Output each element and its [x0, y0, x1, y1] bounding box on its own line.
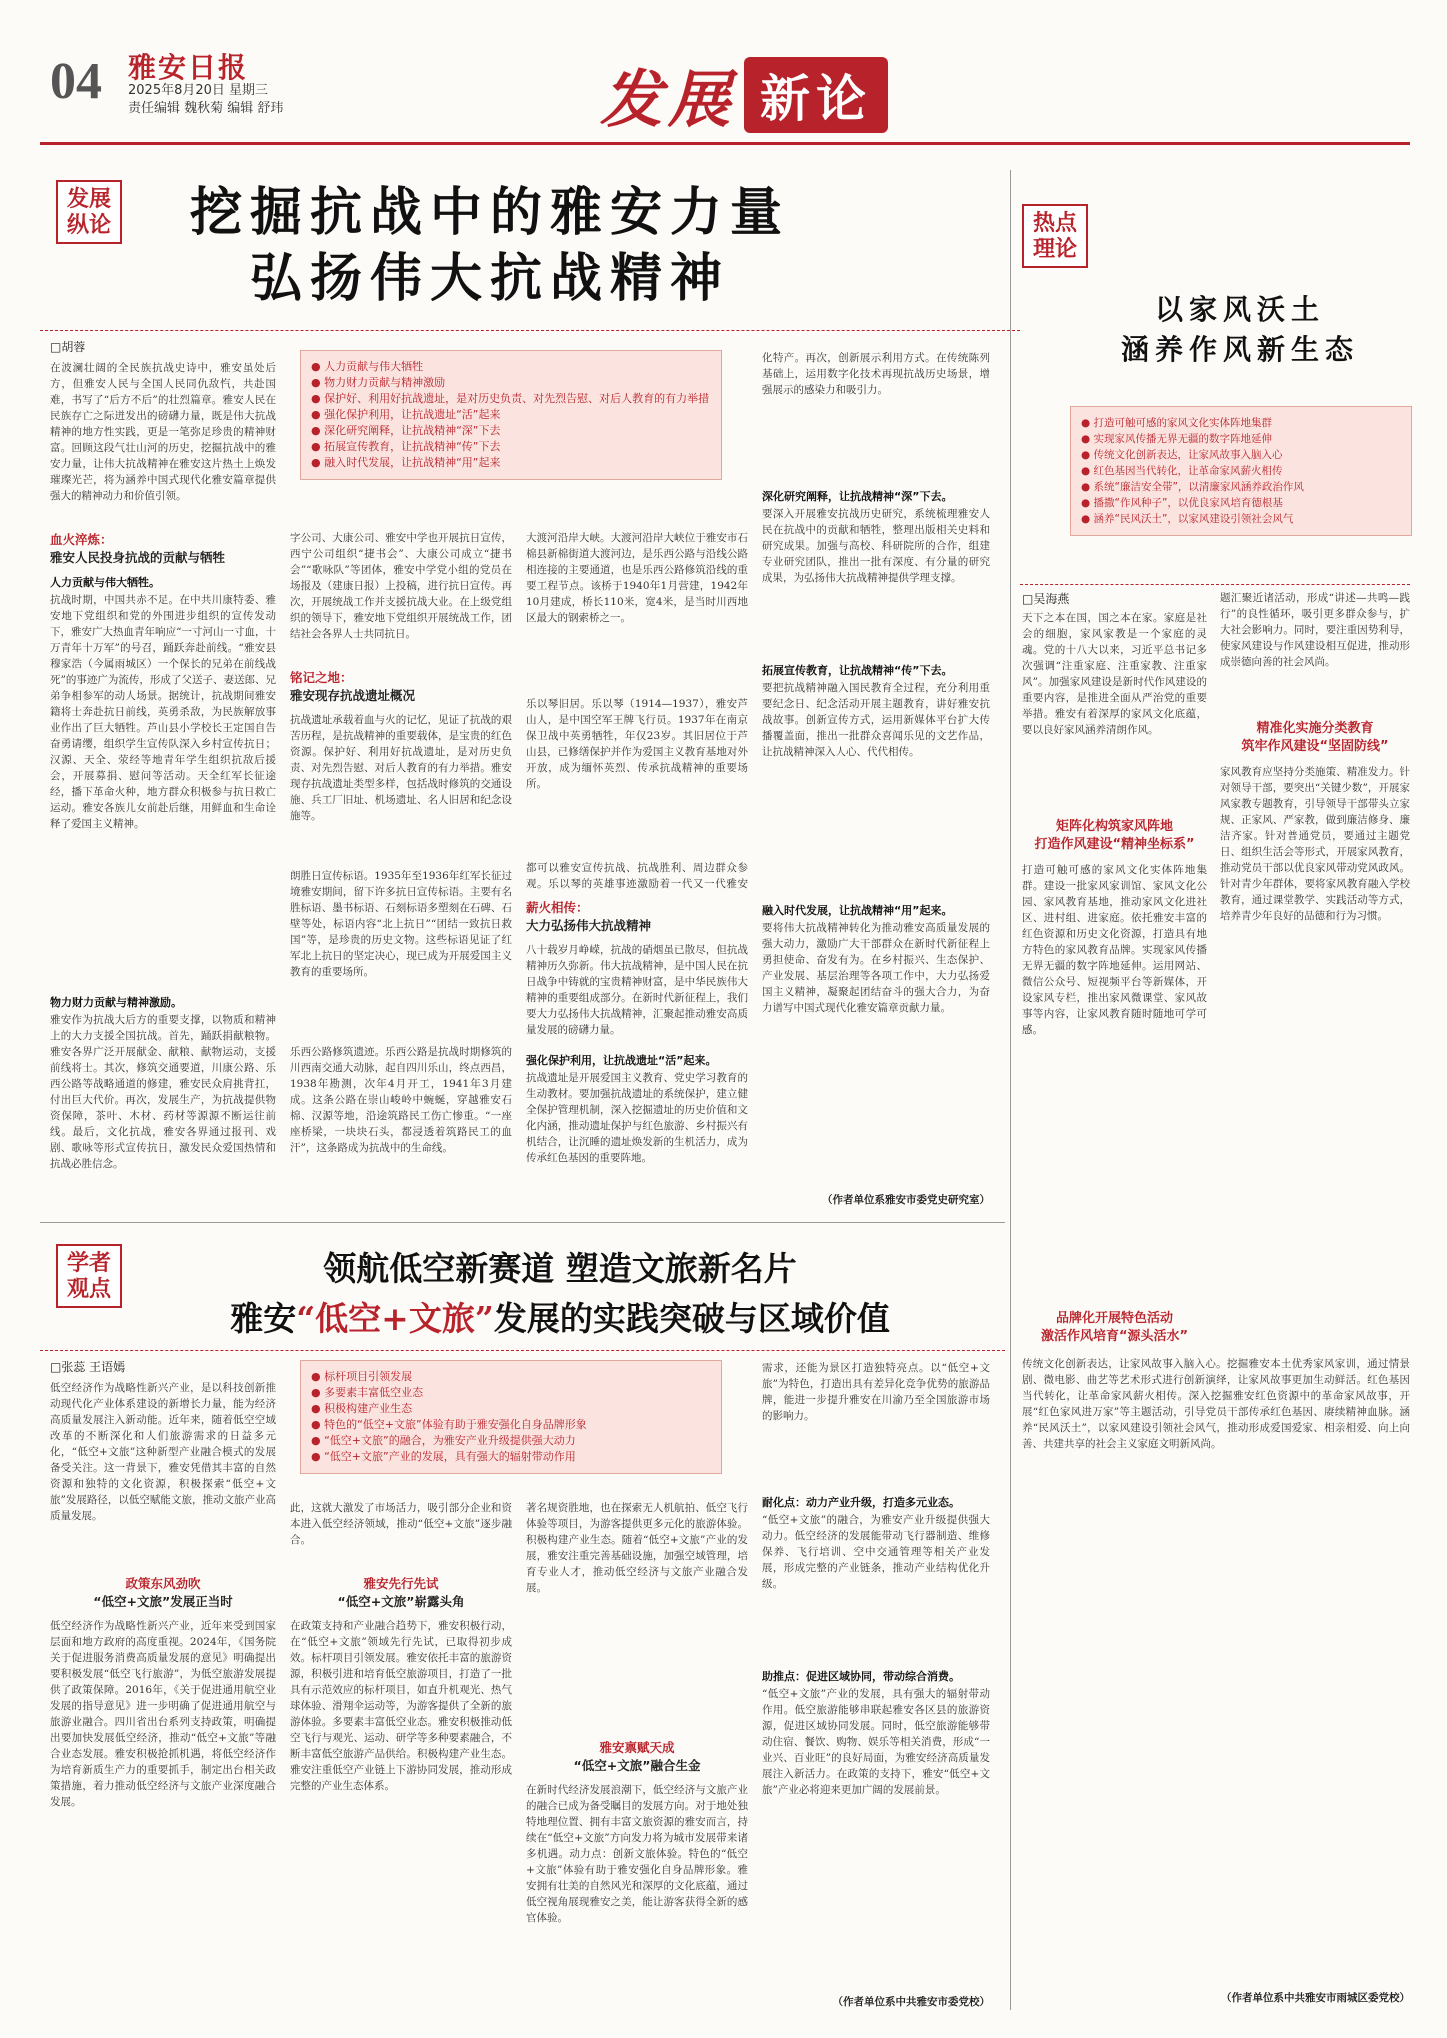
article1-col4a: 化特产。再次，创新展示利用方式。在传统陈列基础上，运用数字化技术再现抗战历史场景，增强展示的感染力和吸引力。	[762, 352, 990, 396]
key-point: ● “低空+文旅”产业的发展，具有强大的辐射带动作用	[311, 1449, 711, 1465]
key-point: ● 标杆项目引领发展	[311, 1369, 711, 1385]
key-point: ● 人力贡献与伟大牺牲	[311, 359, 711, 375]
article2-col1b: 打造可触可感的家风文化实体阵地集群。建设一批家风家训馆、家风文化公园、家风教育基地，推动家风文化进社区、进村组、进家庭。依托雅安丰富的红色资源和历史文化资源，打造具有地方特色的家风教育品牌。实现家风传播无界无疆的数字阵地延伸。运用网站、微信公众号、短视频平台等新媒体，开设家风专栏，推出家风微课堂、家风故事等内容，让家风教育随时随地可学可感。	[1022, 864, 1207, 1036]
article1-credit: （作者单位系雅安市委党史研究室）	[822, 1194, 990, 1206]
article1-col1: 抗战时期，中国共赤不足。在中共川康特委、雅安地下党组织和党的外围进步组织的宣传发动下，雅安广大热血青年响应“一寸河山一寸血，十万青年十万军”的号召，踊跃奔赴前线。“雅安县穆家浩（今属雨城区）一个保长的兄弟在前线战死”的事迹广为流传，形成了父送子、妻送郎、兄弟争相参军的动人场景。据统计，抗战期间雅安籍将士奔赴抗日前线，英勇杀敌，为民族解放事业作出了巨大牺牲。芦山县小学校长王定国自告奋勇请缨，组织学生宣传队深入乡村宣传抗日；汉源、天全、荥经等地青年学生组织抗敌后援会，开展募捐、慰问等活动。天全红军长征途经，播下革命火种，地方群众积极参与抗日救亡运动。雅安各族儿女前赴后继，用鲜血和生命诠释了爱国主义精神。	[50, 594, 276, 830]
article2-col2c: 传统文化创新表达，让家风故事入脑入心。挖掘雅安本土优秀家风家训，通过情景剧、微电影、曲艺等艺术形式进行创新演绎，让家风故事更加生动鲜活。红色基因当代转化，让革命家风薪火相传。深入挖掘雅安红色资源中的革命家风故事，开展“红色家风进万家”等主题活动，引导党员干部传承红色基因、赓续精神血脉。涵养“民风沃土”，以家风建设引领社会风气，推动形成爱国爱家、相亲相爱、向上向善、共建共享的社会主义家庭文明新风尚。	[1022, 1358, 1410, 1450]
issue-date: 2025年8月20日 星期三	[128, 83, 269, 98]
article1-headline	[150, 180, 830, 312]
article1-lead-1: 人力贡献与伟大牺牲。	[50, 576, 160, 589]
key-point: ● 打造可触可感的家风文化实体阵地集群	[1081, 415, 1401, 431]
article1-col4b: 要深入开展雅安抗战历史研究，系统梳理雅安人民在抗战中的贡献和牺牲，整理出版相关史料和研究成果。加强与高校、科研院所的合作，组建专业研究团队，推出一批有深度、有分量的研究成果，为弘扬伟大抗战精神提供学理支撑。	[762, 508, 990, 584]
key-point: ● 系统“廉洁安全带”，以清廉家风涵养政治作风	[1081, 479, 1401, 495]
article1-headline-line2: 弘扬伟大抗战精神	[249, 248, 730, 309]
article1-col2c: 朗胜日宣传标语。1935年至1936年红军长征过境雅安期间，留下许多抗日宣传标语。主要有名胜标语、墨书标语、石刻标语多塑刻在石碑、石壁等处，标语内容“北上抗日”“团结一致抗日救国”等，是珍贵的历史文物。这些标语见证了红军北上抗日的坚定决心，现已成为开展爱国主义教育的重要场所。	[290, 870, 512, 978]
key-point: ● 深化研究阐释，让抗战精神“深”下去	[311, 423, 711, 439]
article1-subhead-1: 血火淬炼： 雅安人民投身抗战的贡献与牺牲	[50, 532, 226, 565]
key-point: ● 拓展宣传教育，让抗战精神“传”下去	[311, 439, 711, 455]
article2-divider	[1020, 584, 1410, 585]
article2-subhead-3: 品牌化开展特色活动 激活作风培育“源头活水”	[1040, 1311, 1189, 1344]
masthead-meta	[128, 82, 283, 118]
article2-col2b: 家风教育应坚持分类施策、精准发力。针对领导干部，要突出“关键少数”，开展家风家教专题教育，引导领导干部带头立家规、正家风、严家教，做到廉洁修身、廉洁齐家。针对普通党员，要通过主题党日、组织生活会等形式，开展家风教育，推动党员干部以优良家风带动党风政风。针对青少年群体，要将家风教育融入学校教育，通过课堂教学、实践活动等方式，培养青少年良好的品德和行为习惯。	[1220, 766, 1410, 922]
key-point: ● 强化保护利用，让抗战遗址“活”起来	[311, 407, 711, 423]
article2-col2a: 题汇聚近诸活动，形成“讲述—共鸣—践行”的良性循环，吸引更多群众参与，扩大社会影响力。同时，要注重因势利导，使家风建设与作风建设相互促进，推动形成崇德向善的社会风尚。	[1220, 592, 1410, 668]
article1-col3a: 大渡河沿岸大峡。大渡河沿岸大峡位于雅安市石棉县新棉街道大渡河边，是乐西公路与沿线公路相连接的主要通道，也是乐西公路修筑沿线的重要工程节点。该桥于1940年1月营建，1942年10月建成，桥长110米，宽4米，是当时川西地区最大的钢索桥之一。	[526, 532, 748, 624]
article3-byline: □张蕊 王语嫣	[50, 1360, 126, 1374]
article3-lead-1: 耐化点：动力产业升级，打造多元业态。	[762, 1496, 960, 1509]
article2-tag: 热点理论	[1022, 204, 1088, 268]
article3-col4a: 需求，还能为景区打造独特亮点。以“低空+文旅”为特色，打造出具有差异化竞争优势的旅游品牌，能进一步提升雅安在川渝乃至全国旅游市场的影响力。	[762, 1362, 990, 1422]
key-point: ● 多要素丰富低空业态	[311, 1385, 711, 1401]
article1-lead-3: 强化保护利用，让抗战遗址“活”起来。	[526, 1054, 717, 1067]
article3-credit: （作者单位系中共雅安市委党校）	[832, 1996, 990, 2008]
article3-divider	[40, 1350, 1005, 1351]
article3-tag: 学者观点	[56, 1244, 122, 1308]
article1-intro: 在波澜壮阔的全民族抗战史诗中，雅安虽处后方，但雅安人民与全国人民同仇敌忾，共赴国难，书写了“后方不后”的壮烈篇章。雅安人民在民族存亡之际迸发出的磅礴力量，既是伟大抗战精神的地方性实践，更是一笔弥足珍贵的精神财富。回顾这段气壮山河的历史，挖掘抗战中的雅安力量，让伟大抗战精神在雅安这片热土上焕发璀璨光芒，将为涵养中国式现代化雅安篇章提供强大的精神动力和价值引领。	[50, 362, 276, 502]
key-point: ● 积极构建产业生态	[311, 1401, 711, 1417]
article2-subhead-1: 矩阵化构筑家风阵地 打造作风建设“精神坐标系”	[1034, 819, 1195, 852]
article3-col4b: “低空+文旅”的融合，为雅安产业升级提供强大动力。低空经济的发展能带动飞行器制造、维修保养、飞行培训、空中交通管理等相关产业发展，形成完整的产业链条，推动产业结构优化升级。	[762, 1514, 990, 1590]
paper-name: 雅安日报	[128, 51, 249, 84]
article1-headline-line1: 挖掘抗战中的雅安力量	[189, 182, 790, 243]
article3-col1: 低空经济作为战略性新兴产业，近年来受到国家层面和地方政府的高度重视。2024年，《国务院关于促进服务消费高质量发展的意见》明确提出要积极发展“低空飞行旅游”，为低空旅游发展提供了政策保障。2016年，《关于促进通用航空业发展的指导意见》进一步明确了促进通用航空与旅游业融合。四川省出台系列支持政策，明确提出要加快发展低空经济，推动“低空+文旅”等融合业态发展。雅安积极抢抓机遇，将低空经济作为培育新质生产力的重要抓手，制定出台相关政策措施，着力推动低空经济与文旅产业深度融合发展。	[50, 1620, 276, 1808]
key-point: ● 融入时代发展，让抗战精神“用”起来	[311, 455, 711, 471]
article1-col1b: 雅安作为抗战大后方的重要支撑，以物质和精神上的大力支援全国抗战。首先，踊跃捐献粮物。雅安各界广泛开展献金、献粮、献物运动，支援前线将士。其次，修筑交通要道，川康公路、乐西公路等战略通道的修建，雅安民众肩挑背扛，付出巨大代价。再次，发展生产，为抗战提供物资保障，茶叶、木材、药材等源源不断运往前线。最后，文化抗战，雅安各界通过报刊、戏剧、歌咏等形式宣传抗日，激发民众爱国热情和抗战必胜信念。	[50, 1014, 276, 1170]
article1-col2a: 字公司、大康公司、雅安中学也开展抗日宣传，西宁公司组织“捷书会”、大康公司成立“捷书会”“歌咏队”等团体，雅安中学党小组的党员在场报及（建康日报）上投稿，进行抗日宣传。再次，开展统战工作并支援抗战大业。在上级党组织的领导下，雅安地下党组织开展统战工作，团结社会各界人士共同抗日。	[290, 532, 512, 640]
article3-intro: 低空经济作为战略性新兴产业，是以科技创新推动现代化产业体系建设的新增长力量，能为经济高质量发展注入新动能。近年来，随着低空空域改革的不断深化和人们旅游需求的日益多元化，“低空+文旅”这种新型产业融合模式的发展备受关注。这一背景下，雅安凭借其丰富的自然资源和独特的文化资源，积极探索“低空+文旅”发展路径，以低空赋能文旅，推动文旅产业高质量发展。	[50, 1382, 276, 1522]
article3-col3a: 著名规资胜地，也在探索无人机航拍、低空飞行体验等项目，为游客提供更多元化的旅游体验。积极构建产业生态。随着“低空+文旅”产业的发展，雅安注重完善基础设施，加强空域管理，培育专业人才，推动低空经济与文旅产业融合发展。	[526, 1502, 748, 1594]
section-title	[600, 50, 888, 139]
article2-headline-line2: 涵养作风新生态	[1120, 333, 1359, 366]
article3-col2b: 在政策支持和产业融合趋势下，雅安积极行动，在“低空+文旅”领域先行先试，已取得初步成效。标杆项目引领发展。雅安依托丰富的旅游资源，积极引进和培育低空旅游项目，打造了一批具有示范效应的标杆项目，如直升机观光、热气球体验、滑翔伞运动等，为游客提供了全新的旅游体验。多要素丰富低空业态。雅安积极推动低空飞行与观光、运动、研学等多种要素融合，不断丰富低空旅游产品供给。积极构建产业生态。雅安注重低空产业链上下游协同发展，推动形成完整的产业生态体系。	[290, 1620, 512, 1792]
key-point: ● 播撒“作风种子”，以优良家风培育德根基	[1081, 495, 1401, 511]
article1-divider	[40, 330, 1020, 331]
article3-subhead-3: 雅安禀赋天成 “低空+文旅”融合生金	[573, 1740, 701, 1773]
key-point: ● 传统文化创新表达，让家风故事入脑入心	[1081, 447, 1401, 463]
article2-byline: □吴海燕	[1022, 592, 1070, 606]
key-point: ● 红色基因当代转化，让革命家风薪火相传	[1081, 463, 1401, 479]
article1-subhead-3: 薪火相传： 大力弘扬伟大抗战精神	[526, 900, 652, 933]
page-number: 04	[50, 53, 102, 110]
article1-col4d: 要将伟大抗战精神转化为推动雅安高质量发展的强大动力，激励广大干部群众在新时代新征程上勇担使命、奋发有为。在乡村振兴、生态保护、产业发展、基层治理等各项工作中，大力弘扬爱国主义精神，凝聚起团结奋斗的强大合力，为奋力谱写中国式现代化雅安篇章贡献力量。	[762, 922, 990, 1014]
article1-lead-5: 拓展宣传教育，让抗战精神“传”下去。	[762, 664, 953, 677]
section-title-box: 新论	[744, 57, 888, 133]
article1-lead-4: 深化研究阐释，让抗战精神“深”下去。	[762, 490, 953, 503]
article3-col4c: “低空+文旅”产业的发展，具有强大的辐射带动作用。低空旅游能够串联起雅安各区县的旅游资源，促进区域协同发展。同时，低空旅游能够带动住宿、餐饮、购物、娱乐等相关消费，形成“一业兴、百业旺”的良好局面，为雅安经济高质量发展注入新活力。在政策的支持下，雅安“低空+文旅”产业必将迎来更加广阔的发展前景。	[762, 1688, 990, 1796]
article3-headline-line1: 领航低空新赛道 塑造文旅新名片	[323, 1249, 797, 1288]
article3-headline-line2: 雅安“低空+文旅”发展的实践突破与区域价值	[230, 1299, 890, 1338]
column-divider	[1010, 170, 1011, 2010]
article1-col3d: 八十载岁月峥嵘，抗战的硝烟虽已散尽，但抗战精神历久弥新。伟大抗战精神，是中国人民在抗日战争中铸就的宝贵精神财富，是中华民族伟大精神的重要组成部分。在新时代新征程上，我们要大力弘扬伟大抗战精神，汇聚起推动雅安高质量发展的磅礴力量。	[526, 944, 748, 1036]
key-point: ● “低空+文旅”的融合，为雅安产业升级提供强大动力	[311, 1433, 711, 1449]
article3-col2a: 此，这就大激发了市场活力，吸引部分企业和资本进入低空经济领域，推动“低空+文旅”逐步融合。	[290, 1502, 512, 1546]
section-title-italic: 发展	[600, 63, 737, 136]
article2-col1a: 天下之本在国，国之本在家。家庭是社会的细胞，家风家教是一个家庭的灵魂。党的十八大以来，习近平总书记多次强调“注重家庭、注重家教、注重家风”。加强家风建设是新时代作风建设的重要内容，是推进全面从严治党的重要举措。雅安有着深厚的家风文化底蕴，要以良好家风涵养清朗作风。	[1022, 612, 1207, 736]
article1-col3b: 乐以琴旧居。乐以琴（1914—1937），雅安芦山人，是中国空军王牌飞行员。1937年在南京保卫战中英勇牺牲，年仅23岁。其旧居位于芦山县，已修缮保护并作为爱国主义教育基地对外开放，成为缅怀英烈、传承抗战精神的重要场所。	[526, 698, 748, 790]
article1-col2d: 乐西公路修筑遗迹。乐西公路是抗战时期修筑的川西南交通大动脉，起自四川乐山，终点西昌，1938年勘测，次年4月开工，1941年3月建成。这条公路在崇山峻岭中蜿蜒，穿越雅安石棉、汉源等地，沿途筑路民工伤亡惨重。“一座座桥梁，一块块石头，都浸透着筑路民工的血汗”，这条路成为抗战中的生命线。	[290, 1046, 512, 1154]
article1-col3c: 都可以雅安宣传抗战、抗战胜利、周边群众参观。乐以琴的英雄事迹激励着一代又一代雅安	[526, 862, 748, 890]
article1-col3e: 抗战遗址是开展爱国主义教育、党史学习教育的生动教材。要加强抗战遗址的系统保护，建立健全保护管理机制，深入挖掘遗址的历史价值和文化内涵，推动遗址保护与红色旅游、乡村振兴有机结合，让沉睡的遗址焕发新的生机活力，成为传承红色基因的重要阵地。	[526, 1072, 748, 1164]
article2-headline	[1090, 290, 1390, 370]
key-point: ● 实现家风传播无界无疆的数字阵地延伸	[1081, 431, 1401, 447]
key-point: ● 物力财力贡献与精神激励	[311, 375, 711, 391]
article-divider	[40, 1222, 1005, 1223]
article1-lead-6: 融入时代发展，让抗战精神“用”起来。	[762, 904, 953, 917]
article1-col4c: 要把抗战精神融入国民教育全过程，充分利用重要纪念日、纪念活动开展主题教育，讲好雅安抗战故事。创新宣传方式，运用新媒体平台扩大传播覆盖面，推出一批群众喜闻乐见的文艺作品，让抗战精神深入人心、代代相传。	[762, 682, 990, 758]
article2-key-points	[1070, 406, 1412, 536]
article1-tag: 发展纵论	[56, 180, 122, 244]
key-point: ● 保护好、利用好抗战遗址，是对历史负责、对先烈告慰、对后人教育的有力举措	[311, 391, 711, 407]
article3-subhead-1: 政策东风劲吹 “低空+文旅”发展正当时	[93, 1576, 233, 1609]
article3-key-points	[300, 1360, 722, 1474]
article2-subhead-2: 精准化实施分类教育 筑牢作风建设“坚固防线”	[1241, 721, 1389, 754]
article2-headline-line1: 以家风沃土	[1154, 293, 1325, 326]
article3-lead-2: 助推点：促进区域协同，带动综合消费。	[762, 1670, 960, 1683]
key-point: ● 特色的“低空+文旅”体验有助于雅安强化自身品牌形象	[311, 1417, 711, 1433]
article1-key-points	[300, 350, 722, 480]
article1-subhead-2: 铭记之地： 雅安现存抗战遗址概况	[290, 670, 416, 703]
article3-headline	[130, 1244, 990, 1344]
article2-credit: （作者单位系中共雅安市雨城区委党校）	[1221, 1992, 1410, 2004]
article1-lead-2: 物力财力贡献与精神激励。	[50, 996, 182, 1009]
article3-col3b: 在新时代经济发展浪潮下，低空经济与文旅产业的融合已成为备受瞩目的发展方向。对于地处独特地理位置、拥有丰富文旅资源的雅安而言，持续在“低空+文旅”方向发力将为城市发展带来诸多机遇。动力点：创新文旅体验。特色的“低空+文旅”体验有助于雅安强化自身品牌形象。雅安拥有壮美的自然风光和深厚的文化底蕴，通过低空视角展现雅安之美，能让游客获得全新的感官体验。	[526, 1784, 748, 1924]
header-rule	[40, 142, 1410, 145]
editors: 责任编辑 魏秋菊 编辑 舒玮	[128, 101, 284, 116]
article3-subhead-2: 雅安先行先试 “低空+文旅”崭露头角	[337, 1576, 465, 1609]
article1-byline: □胡蓉	[50, 340, 86, 354]
key-point: ● 涵养“民风沃土”，以家风建设引领社会风气	[1081, 511, 1401, 527]
article1-col2b: 抗战遗址承载着血与火的记忆，见证了抗战的艰苦历程，是抗战精神的重要载体，是宝贵的红色资源。保护好、利用好抗战遗址，是对历史负责、对先烈告慰、对后人教育的有力举措。雅安现存抗战遗址类型多样，包括战时修筑的交通设施、兵工厂旧址、机场遗址、名人旧居和纪念设施等。	[290, 714, 512, 822]
